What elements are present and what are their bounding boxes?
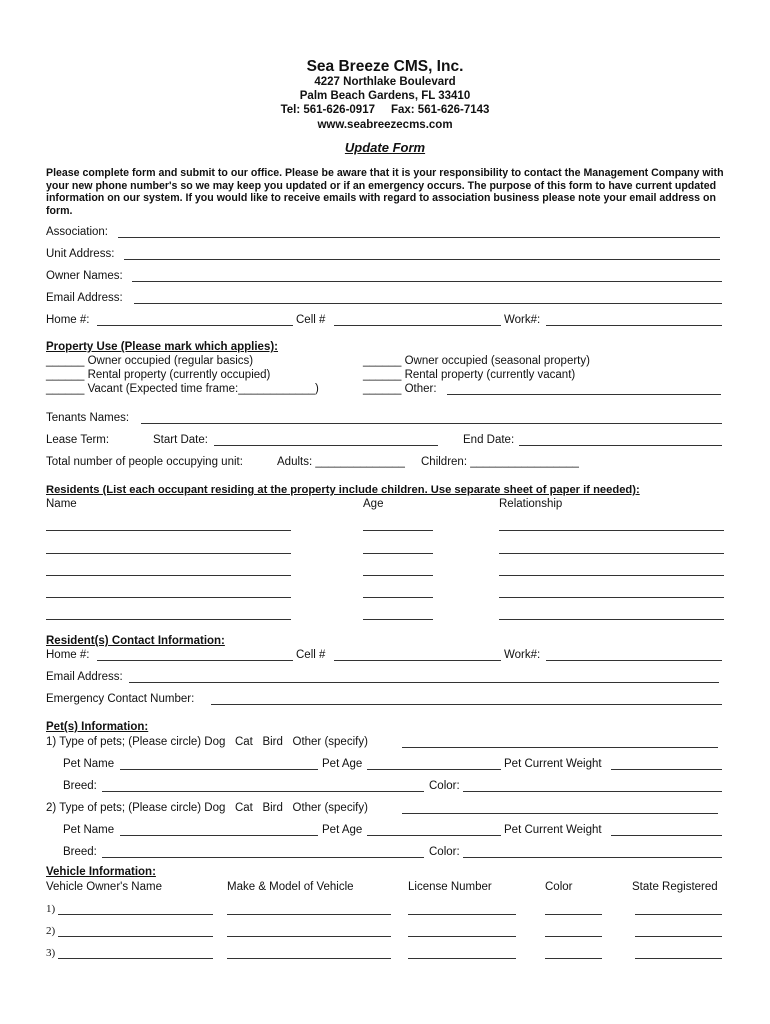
resident-age-field[interactable] [363, 575, 433, 576]
resident-name-field[interactable] [46, 597, 291, 598]
pet1-type-label[interactable]: 1) Type of pets; (Please circle) Dog Cat Bird Other (specify) [46, 736, 368, 748]
residents-col-age: Age [363, 498, 384, 510]
vehicle-col-color: Color [545, 881, 573, 893]
residents-col-name: Name [46, 498, 77, 510]
vehicle-row-number: 1) [46, 903, 56, 915]
association-field[interactable] [118, 237, 720, 238]
vehicle-color-field[interactable] [545, 958, 602, 959]
contact-email-label: Email Address: [46, 671, 123, 683]
pet2-breed-label: Breed: [63, 846, 97, 858]
owner-cell-label: Cell # [296, 314, 326, 326]
pets-heading: Pet(s) Information: [46, 721, 149, 733]
property-use-option[interactable]: ______ Rental property (currently occupied) [46, 369, 271, 381]
property-use-other-field[interactable] [447, 394, 721, 395]
pet2-age-field[interactable] [367, 835, 501, 836]
pet1-weight-label: Pet Current Weight [504, 758, 602, 770]
total-occupants-label: Total number of people occupying unit: [46, 456, 243, 468]
contact-cell-field[interactable] [334, 660, 501, 661]
vehicle-owner-field[interactable] [58, 958, 213, 959]
intro-paragraph: Please complete form and submit to our office. Please be aware that it is your responsibility to contact the Management Company with your new phone number's so we may keep you updated or if an emergency occurs. The purpose of this form to have current updated information on our system. If you would like to receive emails with regard to association business please note your email address on form. [46, 167, 724, 217]
vehicle-license-field[interactable] [408, 914, 516, 915]
contact-email-field[interactable] [129, 682, 719, 683]
vehicle-state-field[interactable] [635, 936, 722, 937]
pet2-name-field[interactable] [120, 835, 318, 836]
owner-email-label: Email Address: [46, 292, 123, 304]
owner-work-label: Work#: [504, 314, 541, 326]
vehicle-make-field[interactable] [227, 914, 391, 915]
pet1-name-label: Pet Name [63, 758, 115, 770]
lease-term-label: Lease Term: [46, 434, 110, 446]
unit-address-label: Unit Address: [46, 248, 115, 260]
pet1-age-field[interactable] [367, 769, 501, 770]
property-use-option[interactable]: ______ Other: [363, 383, 437, 395]
company-phone-fax: Tel: 561-626-0917 Fax: 561-626-7143 [280, 104, 490, 116]
vehicle-owner-field[interactable] [58, 936, 213, 937]
resident-age-field[interactable] [363, 530, 433, 531]
property-use-option[interactable]: ______ Owner occupied (regular basics) [46, 355, 254, 367]
tenants-names-label: Tenants Names: [46, 412, 130, 424]
form-title: Update Form [344, 140, 426, 155]
vehicle-color-field[interactable] [545, 914, 602, 915]
resident-age-field[interactable] [363, 597, 433, 598]
property-use-option[interactable]: ______ Rental property (currently vacant) [363, 369, 576, 381]
property-use-heading: Property Use (Please mark which applies): [46, 341, 279, 353]
resident-relationship-field[interactable] [499, 619, 724, 620]
resident-age-field[interactable] [363, 619, 433, 620]
pet2-name-label: Pet Name [63, 824, 115, 836]
resident-relationship-field[interactable] [499, 597, 724, 598]
owner-names-label: Owner Names: [46, 270, 123, 282]
resident-relationship-field[interactable] [499, 575, 724, 576]
vehicle-col-owner: Vehicle Owner's Name [46, 881, 162, 893]
vehicle-license-field[interactable] [408, 936, 516, 937]
vehicle-col-license: License Number [408, 881, 492, 893]
vehicle-col-state: State Registered [632, 881, 718, 893]
pet2-other-field[interactable] [402, 813, 718, 814]
vehicle-make-field[interactable] [227, 958, 391, 959]
pet2-weight-field[interactable] [611, 835, 722, 836]
contact-heading: Resident(s) Contact Information: [46, 635, 225, 647]
residents-heading: Residents (List each occupant residing at the property include children. Use separate sheet of paper if needed): [46, 484, 640, 496]
pet1-weight-field[interactable] [611, 769, 722, 770]
emergency-contact-label: Emergency Contact Number: [46, 693, 195, 705]
vehicle-heading: Vehicle Information: [46, 866, 156, 878]
children-field[interactable]: Children: _________________ [421, 456, 579, 468]
vehicle-color-field[interactable] [545, 936, 602, 937]
company-website: www.seabreezecms.com [317, 119, 453, 131]
owner-cell-field[interactable] [334, 325, 501, 326]
contact-home-label: Home #: [46, 649, 90, 661]
resident-name-field[interactable] [46, 575, 291, 576]
resident-name-field[interactable] [46, 553, 291, 554]
pet2-age-label: Pet Age [322, 824, 363, 836]
pet2-breed-field[interactable] [102, 857, 424, 858]
vehicle-row-number: 2) [46, 925, 56, 937]
owner-home-label: Home #: [46, 314, 90, 326]
owner-email-field[interactable] [134, 303, 722, 304]
contact-home-field[interactable] [97, 660, 293, 661]
pet1-age-label: Pet Age [322, 758, 363, 770]
company-name: Sea Breeze CMS, Inc. [306, 58, 464, 75]
vehicle-state-field[interactable] [635, 958, 722, 959]
pet1-color-label: Color: [429, 780, 460, 792]
start-date-field[interactable] [214, 445, 438, 446]
pet2-color-field[interactable] [463, 857, 722, 858]
end-date-field[interactable] [519, 445, 722, 446]
vehicle-state-field[interactable] [635, 914, 722, 915]
vehicle-license-field[interactable] [408, 958, 516, 959]
resident-relationship-field[interactable] [499, 530, 724, 531]
company-city: Palm Beach Gardens, FL 33410 [299, 90, 471, 102]
start-date-label: Start Date: [153, 434, 208, 446]
pet1-color-field[interactable] [463, 791, 722, 792]
unit-address-field[interactable] [124, 259, 720, 260]
pet1-breed-label: Breed: [63, 780, 97, 792]
pet2-weight-label: Pet Current Weight [504, 824, 602, 836]
vehicle-col-make: Make & Model of Vehicle [227, 881, 354, 893]
company-street: 4227 Northlake Boulevard [314, 76, 456, 88]
pet1-breed-field[interactable] [102, 791, 424, 792]
vehicle-row-number: 3) [46, 947, 56, 959]
contact-work-field[interactable] [546, 660, 722, 661]
property-use-option[interactable]: ______ Owner occupied (seasonal property) [363, 355, 590, 367]
owner-work-field[interactable] [546, 325, 722, 326]
residents-col-relationship: Relationship [499, 498, 563, 510]
adults-field[interactable]: Adults: ______________ [277, 456, 405, 468]
pet1-name-field[interactable] [120, 769, 318, 770]
contact-cell-label: Cell # [296, 649, 326, 661]
pet2-color-label: Color: [429, 846, 460, 858]
resident-name-field[interactable] [46, 530, 291, 531]
contact-work-label: Work#: [504, 649, 541, 661]
vehicle-owner-field[interactable] [58, 914, 213, 915]
tenants-names-field[interactable] [141, 423, 722, 424]
end-date-label: End Date: [463, 434, 515, 446]
owner-home-field[interactable] [97, 325, 293, 326]
vehicle-make-field[interactable] [227, 936, 391, 937]
property-use-option[interactable]: ______ Vacant (Expected time frame:____________) [46, 383, 319, 395]
pet2-type-label[interactable]: 2) Type of pets; (Please circle) Dog Cat Bird Other (specify) [46, 802, 368, 814]
resident-name-field[interactable] [46, 619, 291, 620]
pet1-other-field[interactable] [402, 747, 718, 748]
owner-names-field[interactable] [132, 281, 722, 282]
association-label: Association: [46, 226, 109, 238]
resident-age-field[interactable] [363, 553, 433, 554]
emergency-contact-field[interactable] [211, 704, 722, 705]
resident-relationship-field[interactable] [499, 553, 724, 554]
